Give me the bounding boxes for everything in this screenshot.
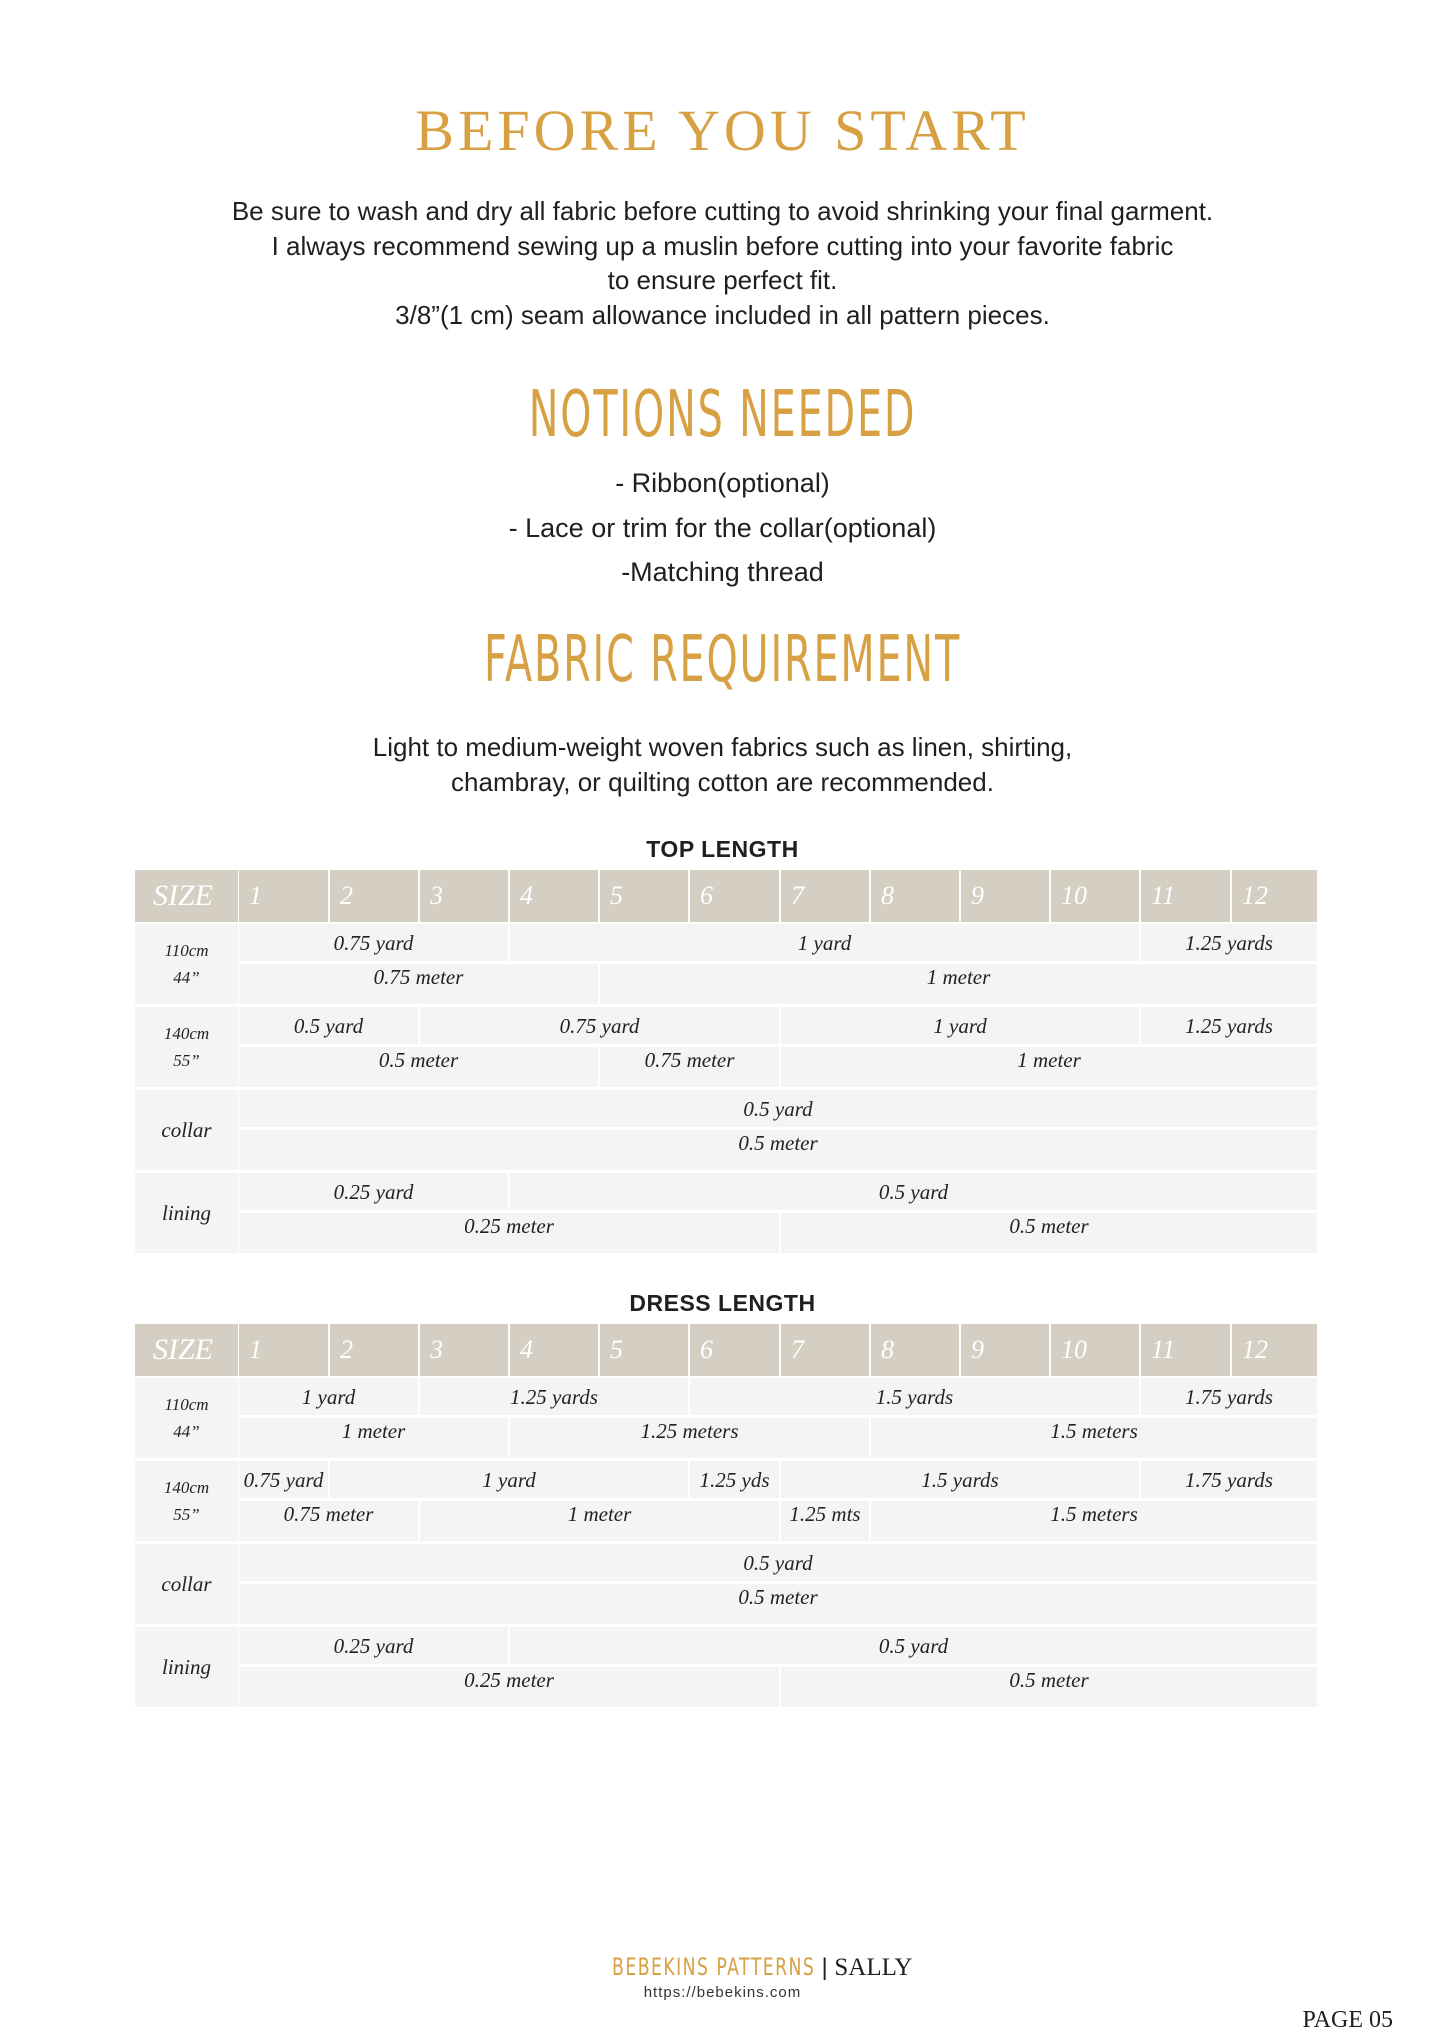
fabric-line: Light to medium-weight woven fabrics such as linen, shirting, [372,732,1073,762]
before-line: to ensure perfect fit. [607,265,838,295]
yard-segment: 0.75 yard [420,1007,779,1044]
notions-list [0,461,1445,595]
size-col-header: 9 [961,1324,1049,1376]
size-col-header: 4 [510,1324,598,1376]
size-col-header: 1 [239,870,328,922]
meter-segment: 0.5 meter [239,1584,1317,1624]
top-length-table [135,870,1317,1252]
page-label: PAGE [1302,2007,1363,2033]
size-col-header: 7 [781,1324,869,1376]
yard-segment: 0.25 yard [239,1173,508,1210]
meter-segment: 1.25 mts [781,1501,869,1541]
row-label-line: collar [161,1571,212,1596]
yard-segment: 1.25 yds [690,1461,779,1498]
meter-segment: 0.5 meter [781,1213,1317,1253]
row-label-line: 55” [173,1505,200,1524]
size-header: SIZE [135,870,238,922]
yard-segment: 0.75 yard [239,924,508,961]
meter-segment: 0.75 meter [600,1047,779,1087]
size-col-header: 7 [781,870,869,922]
yard-segment: 1 yard [510,924,1139,961]
size-col-header: 12 [1232,870,1317,922]
row-label-line: lining [161,1654,211,1679]
size-col-header: 8 [871,870,959,922]
meter-segment: 1.25 meters [510,1418,869,1458]
before-line: I always recommend sewing up a muslin before cutting into your favorite fabric [271,230,1174,261]
row-label [135,1090,238,1170]
row-label [135,1378,238,1458]
yard-segment: 1.5 yards [781,1461,1139,1498]
size-col-header: 3 [420,1324,508,1376]
footer-brand [0,1953,1445,1982]
meter-segment: 1.5 meters [871,1418,1317,1458]
row-label [135,1627,238,1707]
meter-segment: 0.5 meter [781,1667,1317,1707]
yard-segment: 0.5 yard [510,1173,1317,1210]
notion-item: - Ribbon(optional) [615,468,830,498]
row-label [135,1461,238,1541]
meter-segment: 0.75 meter [239,1501,418,1541]
brand-name: BEBEKINS PATTERNS [611,1953,815,1981]
footer-url: https://bebekins.com [643,1984,802,2001]
yard-segment: 1 yard [781,1007,1139,1044]
notion-item: -Matching thread [621,557,824,587]
brand-separator: | [821,1954,828,1981]
notion-item: - Lace or trim for the collar(optional) [508,512,937,543]
row-label-line: 140cm [163,1478,210,1497]
fabric-text [0,730,1445,799]
page-number [1303,2007,1393,2034]
size-col-header: 2 [330,1324,418,1376]
row-label [135,1544,238,1624]
before-title: BEFORE YOU START [415,98,1030,163]
yard-segment: 1 yard [330,1461,688,1498]
yard-segment: 0.5 yard [239,1090,1317,1127]
size-col-header: 5 [600,1324,688,1376]
row-label-line: lining [161,1200,211,1225]
meter-segment: 1 meter [420,1501,779,1541]
meter-segment: 0.75 meter [239,964,598,1004]
product-name: SALLY [834,1954,913,1981]
size-col-header: 8 [871,1324,959,1376]
dress-length-heading: DRESS LENGTH [629,1290,816,1316]
meter-segment: 0.5 meter [239,1130,1317,1170]
row-label-line: 44” [173,1422,200,1441]
yard-segment: 0.75 yard [239,1461,328,1498]
yard-segment: 1 yard [239,1378,418,1415]
row-label-line: 110cm [164,1395,209,1414]
meter-segment: 0.5 meter [239,1047,598,1087]
size-col-header: 2 [330,870,418,922]
yard-segment: 1.5 yards [690,1378,1139,1415]
size-col-header: 10 [1051,1324,1139,1376]
size-col-header: 4 [510,870,598,922]
dress-length-table [135,1324,1317,1706]
size-col-header: 3 [420,870,508,922]
yard-segment: 0.5 yard [239,1544,1317,1581]
row-label [135,1007,238,1087]
fabric-title: FABRIC REQUIREMENT [483,623,962,697]
meter-segment: 1 meter [600,964,1317,1004]
size-col-header: 10 [1051,870,1139,922]
row-label-line: 110cm [164,941,209,960]
size-col-header: 11 [1141,1324,1230,1376]
size-col-header: 12 [1232,1324,1317,1376]
notions-title: NOTIONS NEEDED [528,378,917,452]
meter-segment: 1.5 meters [871,1501,1317,1541]
size-col-header: 6 [690,1324,779,1376]
before-line: Be sure to wash and dry all fabric before cutting to avoid shrinking your final garment. [231,196,1214,226]
row-label-line: 44” [173,968,200,987]
meter-segment: 0.25 meter [239,1213,779,1253]
size-col-header: 11 [1141,870,1230,922]
size-col-header: 9 [961,870,1049,922]
fabric-line: chambray, or quilting cotton are recommended. [451,766,994,797]
before-text [0,194,1445,332]
meter-segment: 1 meter [239,1418,508,1458]
yard-segment: 1.25 yards [420,1378,688,1415]
meter-segment: 0.25 meter [239,1667,779,1707]
row-label-line: 140cm [163,1024,210,1043]
yard-segment: 0.5 yard [510,1627,1317,1664]
row-label [135,924,238,1004]
meter-segment: 1 meter [781,1047,1317,1087]
yard-segment: 1.25 yards [1141,1007,1317,1044]
row-label [135,1173,238,1253]
row-label-line: collar [161,1117,212,1142]
size-col-header: 5 [600,870,688,922]
row-label-line: 55” [173,1051,200,1070]
before-line: 3/8”(1 cm) seam allowance included in all pattern pieces. [395,299,1050,330]
yard-segment: 1.75 yards [1141,1378,1317,1415]
size-col-header: 1 [239,1324,328,1376]
yard-segment: 1.75 yards [1141,1461,1317,1498]
top-length-heading: TOP LENGTH [646,836,799,862]
yard-segment: 0.5 yard [239,1007,418,1044]
page-value: 05 [1369,2007,1393,2033]
size-col-header: 6 [690,870,779,922]
size-header: SIZE [135,1324,238,1376]
yard-segment: 0.25 yard [239,1627,508,1664]
yard-segment: 1.25 yards [1141,924,1317,961]
